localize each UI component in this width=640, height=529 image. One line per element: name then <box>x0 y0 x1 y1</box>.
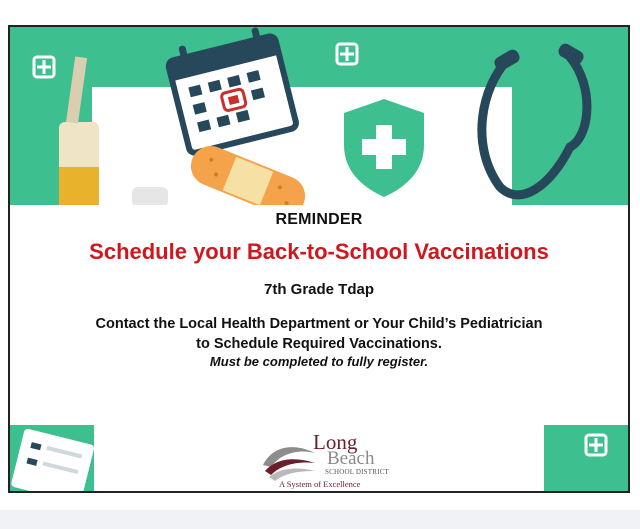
logo-word-long: Long <box>313 430 358 454</box>
contact-instructions <box>10 314 628 354</box>
wave-logo-mark <box>259 435 319 485</box>
grade-requirement: 7th Grade Tdap <box>263 281 375 298</box>
district-logo <box>255 427 395 491</box>
logo-tagline: A System of Excellence <box>279 479 361 489</box>
flyer-card <box>8 25 630 493</box>
logo-district: SCHOOL DISTRICT <box>325 468 389 476</box>
reminder-heading: REMINDER <box>275 211 363 228</box>
logo-word-beach: Beach <box>327 448 375 469</box>
pill-icon <box>132 187 168 205</box>
contact-line-2: to Schedule Required Vaccinations. <box>196 336 442 352</box>
message-block <box>10 209 628 369</box>
contact-line-1: Contact the Local Health Department or Your Child’s Pediatrician <box>95 316 543 332</box>
registration-note: Must be completed to fully register. <box>209 354 429 369</box>
medical-illustration-banner <box>10 27 628 205</box>
page-footer-strip <box>0 510 640 529</box>
vaccination-headline: Schedule your Back-to-School Vaccinations <box>89 239 549 264</box>
